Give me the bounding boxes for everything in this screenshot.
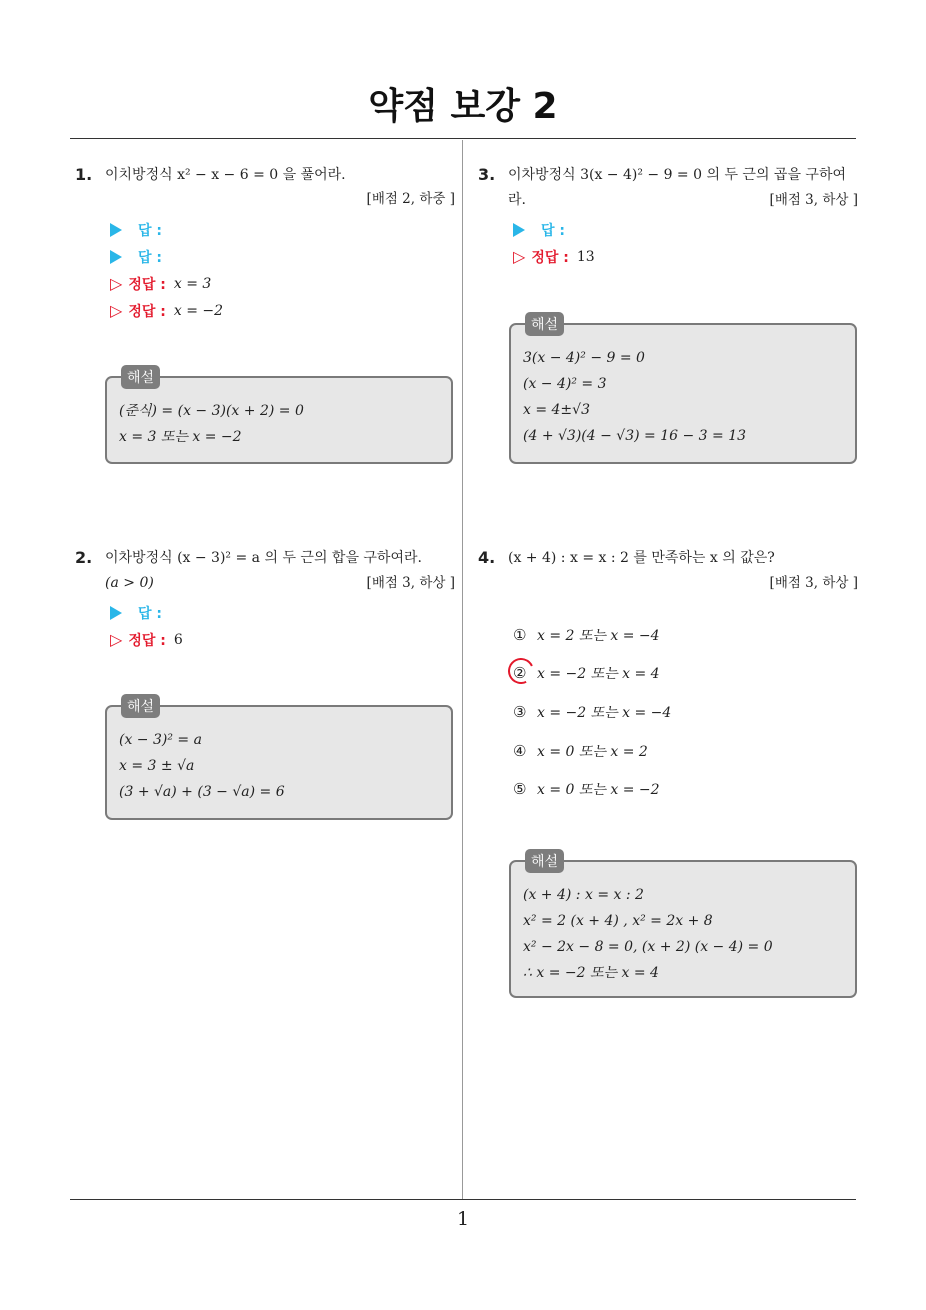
choice-number: ①: [513, 626, 527, 644]
question-text: 이차방정식 3(x − 4)² − 9 = 0 의 두 근의 곱을 구하여: [508, 167, 846, 183]
question-number: 1.: [75, 165, 93, 184]
correct-label: 정답 :: [128, 276, 166, 293]
solution-line: (x + 4) : x = x : 2: [523, 887, 644, 903]
solution-line: (4 + √3)(4 − √3) = 16 − 3 = 13: [523, 428, 747, 444]
solution-line: (준식) = (x − 3)(x + 2) = 0: [119, 403, 304, 419]
choice-3[interactable]: [513, 702, 671, 722]
choice-5[interactable]: [513, 779, 660, 799]
correct-value: 6: [173, 631, 183, 648]
solution-line: (x − 3)² = a: [119, 732, 202, 748]
solution-line: x = 4±√3: [523, 402, 590, 418]
choice-number: ④: [513, 742, 527, 760]
play-icon: [110, 250, 122, 264]
play-icon: [110, 606, 122, 620]
footer-rule: [70, 1199, 856, 1200]
score-label: [배점 3, 하상 ]: [366, 575, 455, 591]
correct-answer-row: [110, 626, 183, 653]
solution-line: x = 3 ± √a: [119, 758, 195, 774]
solution-tag: 해설: [121, 694, 160, 718]
question-text-cont: 라.: [508, 192, 526, 208]
answer-label: 답 :: [541, 222, 565, 239]
choice-text: x = −2 또는 x = 4: [537, 666, 660, 682]
choice-text: x = −2 또는 x = −4: [537, 705, 672, 721]
page-title: 약점 보강 2: [368, 86, 558, 127]
solution-line: x = 3 또는 x = −2: [119, 429, 242, 445]
choice-number: [513, 664, 537, 682]
answer-label: 답 :: [138, 605, 162, 622]
solution-line: (x − 4)² = 3: [523, 376, 607, 392]
answer-area-1: [110, 216, 223, 324]
solution-box-4: [509, 854, 857, 998]
correct-answer-row: [513, 243, 595, 270]
solution-box-3: [509, 317, 857, 464]
solution-line: x² − 2x − 8 = 0, (x + 2) (x − 4) = 0: [523, 939, 773, 955]
triangle-outline-icon: ▷: [513, 247, 526, 266]
answer-area-3: [513, 216, 595, 270]
play-icon: [110, 223, 122, 237]
triangle-outline-icon: ▷: [110, 630, 123, 649]
solution-line: 3(x − 4)² − 9 = 0: [523, 350, 645, 366]
question-4: [478, 545, 858, 595]
choice-text: x = 0 또는 x = −2: [537, 782, 660, 798]
answer-row[interactable]: [110, 243, 223, 270]
solution-line: (3 + √a) + (3 − √a) = 6: [119, 784, 285, 800]
correct-value: 13: [576, 248, 595, 265]
question-number: 2.: [75, 548, 93, 567]
solution-line: ∴ x = −2 또는 x = 4: [523, 965, 659, 981]
triangle-outline-icon: ▷: [110, 274, 123, 293]
play-icon: [513, 223, 525, 237]
choice-number: ⑤: [513, 780, 527, 798]
choice-2[interactable]: [513, 663, 660, 683]
solution-tag: 해설: [121, 365, 160, 389]
score-label: [배점 3, 하상 ]: [769, 192, 858, 208]
answer-row[interactable]: [110, 599, 183, 626]
choice-1[interactable]: [513, 625, 660, 645]
correct-value: x = −2: [173, 302, 224, 319]
selected-circle-icon: [504, 654, 537, 687]
choice-text: x = 2 또는 x = −4: [537, 628, 660, 644]
correct-answer-row: [110, 270, 223, 297]
solution-line: x² = 2 (x + 4) , x² = 2x + 8: [523, 913, 713, 929]
question-1: [75, 162, 455, 210]
answer-area-2: [110, 599, 183, 653]
triangle-outline-icon: ▷: [110, 301, 123, 320]
question-text: 이치방정식 x² − x − 6 = 0 을 풀어라.: [105, 167, 346, 183]
answer-row[interactable]: [513, 216, 595, 243]
solution-box-2: [105, 699, 453, 820]
correct-label: 정답 :: [128, 632, 166, 649]
solution-box-1: [105, 370, 453, 464]
question-condition: (a > 0): [105, 575, 154, 591]
correct-label: 정답 :: [531, 249, 569, 266]
header-rule: [70, 138, 856, 139]
choice-text: x = 0 또는 x = 2: [537, 744, 648, 760]
answer-label: 답 :: [138, 222, 162, 239]
solution-tag: 해설: [525, 312, 564, 336]
choice-number: ③: [513, 703, 527, 721]
question-text: 이차방정식 (x − 3)² = a 의 두 근의 합을 구하여라.: [105, 550, 422, 566]
answer-row[interactable]: [110, 216, 223, 243]
correct-answer-row: [110, 297, 223, 324]
score-label: [배점 3, 하상 ]: [769, 575, 858, 591]
question-text: (x + 4) : x = x : 2 를 만족하는 x 의 값은?: [508, 550, 775, 566]
correct-label: 정답 :: [128, 303, 166, 320]
question-3: [478, 162, 858, 212]
question-number: 4.: [478, 548, 496, 567]
question-2: [75, 545, 455, 595]
question-number: 3.: [478, 165, 496, 184]
page-number: 1: [456, 1208, 470, 1230]
solution-tag: 해설: [525, 849, 564, 873]
column-divider: [462, 140, 463, 1200]
score-label: [배점 2, 하중 ]: [366, 191, 455, 207]
correct-value: x = 3: [173, 275, 212, 292]
choice-number-text: ②: [513, 664, 527, 682]
answer-label: 답 :: [138, 249, 162, 266]
choice-4[interactable]: [513, 741, 648, 761]
